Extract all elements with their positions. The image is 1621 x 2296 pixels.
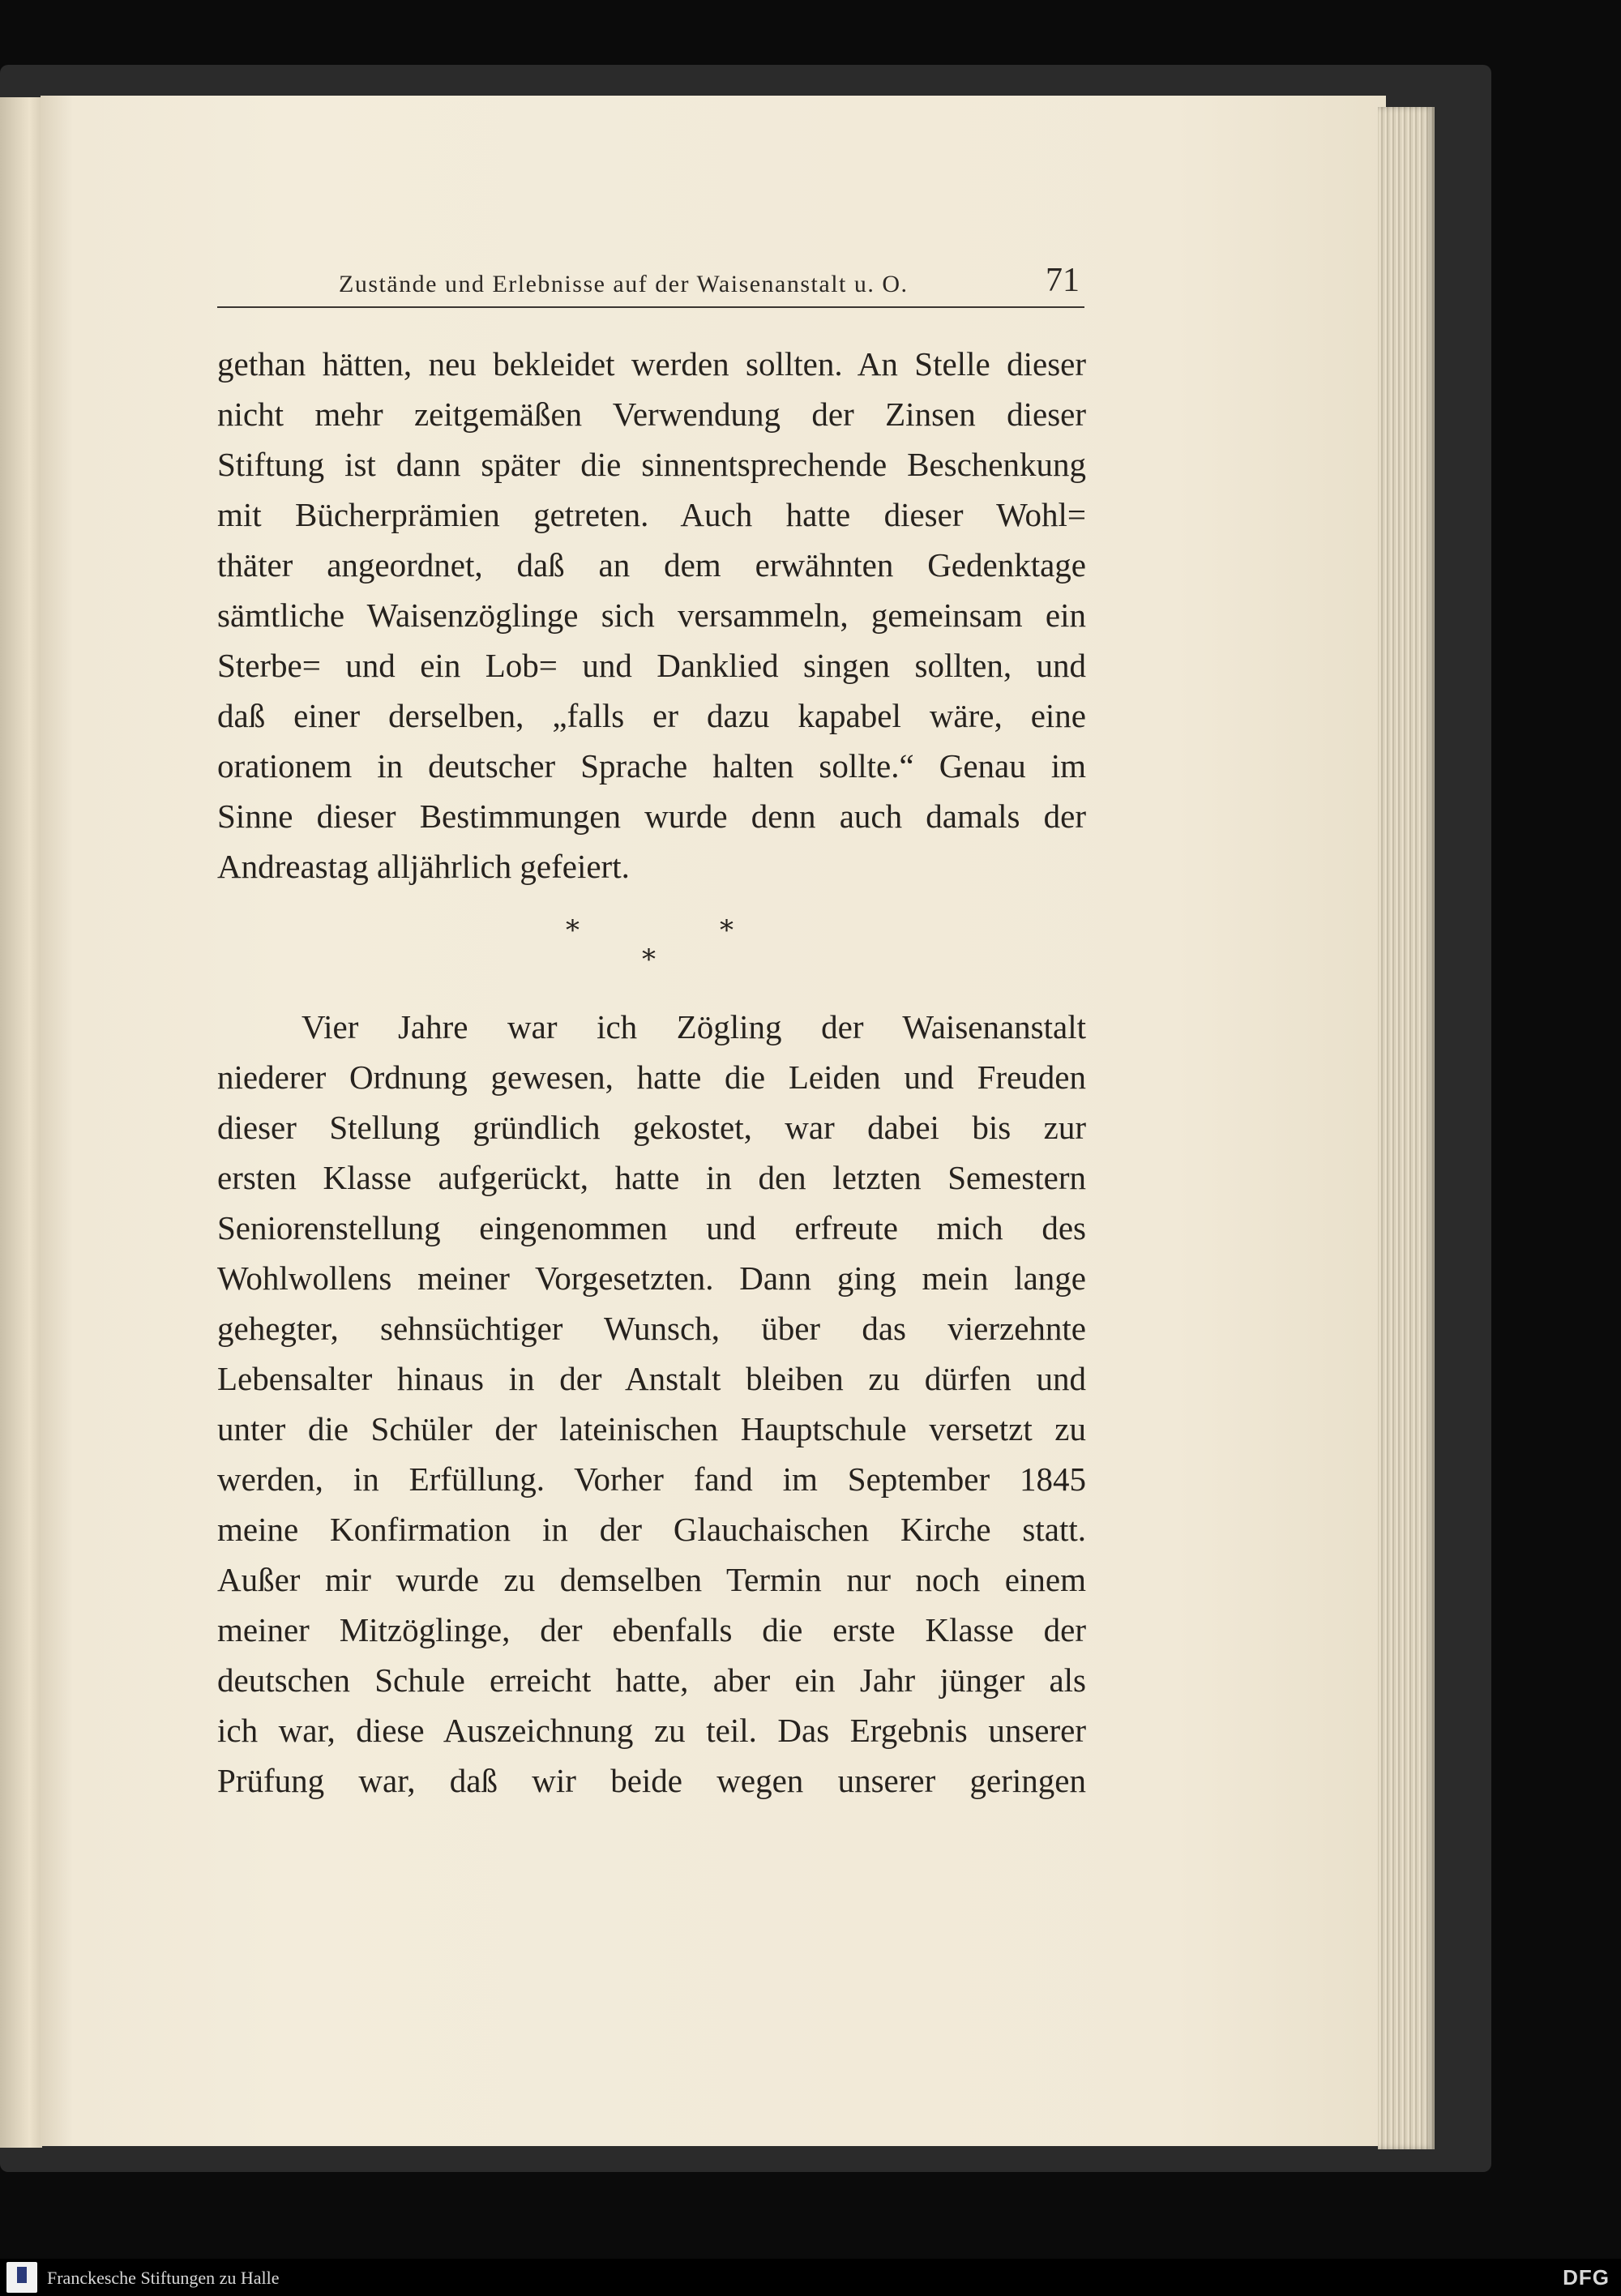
text-line: orationem in deutscher Sprache halten sollte.“ Genau im xyxy=(217,747,1086,785)
francke-foundation-logo-icon xyxy=(6,2262,37,2293)
text-line: meine Konfirmation in der Glauchaischen Kirche statt. xyxy=(217,1511,1086,1548)
institution-name: Franckesche Stiftungen zu Halle xyxy=(47,2268,280,2288)
text-line: sämtliche Waisenzöglinge sich versammeln, gemeinsam ein xyxy=(217,596,1086,634)
text-line: dieser Stellung gründlich gekostet, war dabei bis zur xyxy=(217,1109,1086,1146)
text-line: Prüfung war, daß wir beide wegen unserer geringen xyxy=(217,1762,1086,1799)
asterisk: * xyxy=(566,914,580,947)
text-line: daß einer derselben, „falls er dazu kapabel wäre, eine xyxy=(217,697,1086,734)
text-line: deutschen Schule erreicht hatte, aber ein Jahr jünger als xyxy=(217,1661,1086,1699)
viewer-footer xyxy=(0,2259,1621,2296)
page-stack-edge xyxy=(1378,107,1435,2149)
text-line: Stiftung ist dann später die sinnentsprechende Beschenkung xyxy=(217,446,1086,483)
text-line: nicht mehr zeitgemäßen Verwendung der Zinsen dieser xyxy=(217,395,1086,433)
text-line: gehegter, sehnsüchtiger Wunsch, über das vierzehnte xyxy=(217,1310,1086,1347)
running-header xyxy=(217,253,1084,308)
text-line: ich war, diese Auszeichnung zu teil. Das Ergebnis unserer xyxy=(217,1712,1086,1749)
text-line: ersten Klasse aufgerückt, hatte in den letzten Semestern xyxy=(217,1159,1086,1196)
facing-page-edge xyxy=(0,97,42,2148)
page-number: 71 xyxy=(1046,262,1080,299)
text-line: unter die Schüler der lateinischen Hauptschule versetzt zu xyxy=(217,1410,1086,1447)
text-line: Sinne dieser Bestimmungen wurde denn auch damals der xyxy=(217,797,1086,835)
dfg-logo: DFG xyxy=(1563,2265,1610,2290)
text-line: meiner Mitzöglinge, der ebenfalls die erste Klasse der xyxy=(217,1611,1086,1648)
text-line: Andreastag alljährlich gefeiert. xyxy=(217,848,630,885)
text-line: Außer mir wurde zu demselben Termin nur noch einem xyxy=(217,1561,1086,1598)
text-line: Vier Jahre war ich Zögling der Waisenanstalt xyxy=(302,1008,1086,1045)
text-line: thäter angeordnet, daß an dem erwähnten Gedenktage xyxy=(217,546,1086,584)
text-line: Sterbe= und ein Lob= und Danklied singen sollten, und xyxy=(217,647,1086,684)
section-break-asterism xyxy=(217,914,1086,979)
text-line: gethan hätten, neu bekleidet werden sollten. An Stelle dieser xyxy=(217,345,1086,383)
running-title: Zustände und Erlebnisse auf der Waisenanstalt u. O. xyxy=(339,271,909,297)
text-line: Lebensalter hinaus in der Anstalt bleiben zu dürfen und xyxy=(217,1360,1086,1397)
text-line: Wohlwollens meiner Vorgesetzten. Dann ging mein lange xyxy=(217,1259,1086,1297)
text-line: Seniorenstellung eingenommen und erfreute mich des xyxy=(217,1209,1086,1246)
asterisk: * xyxy=(720,914,734,947)
asterisk: * xyxy=(642,943,656,976)
text-line: werden, in Erfüllung. Vorher fand im September 1845 xyxy=(217,1460,1086,1498)
text-line: niederer Ordnung gewesen, hatte die Leiden und Freuden xyxy=(217,1058,1086,1096)
text-line: mit Bücherprämien getreten. Auch hatte dieser Wohl= xyxy=(217,496,1086,533)
